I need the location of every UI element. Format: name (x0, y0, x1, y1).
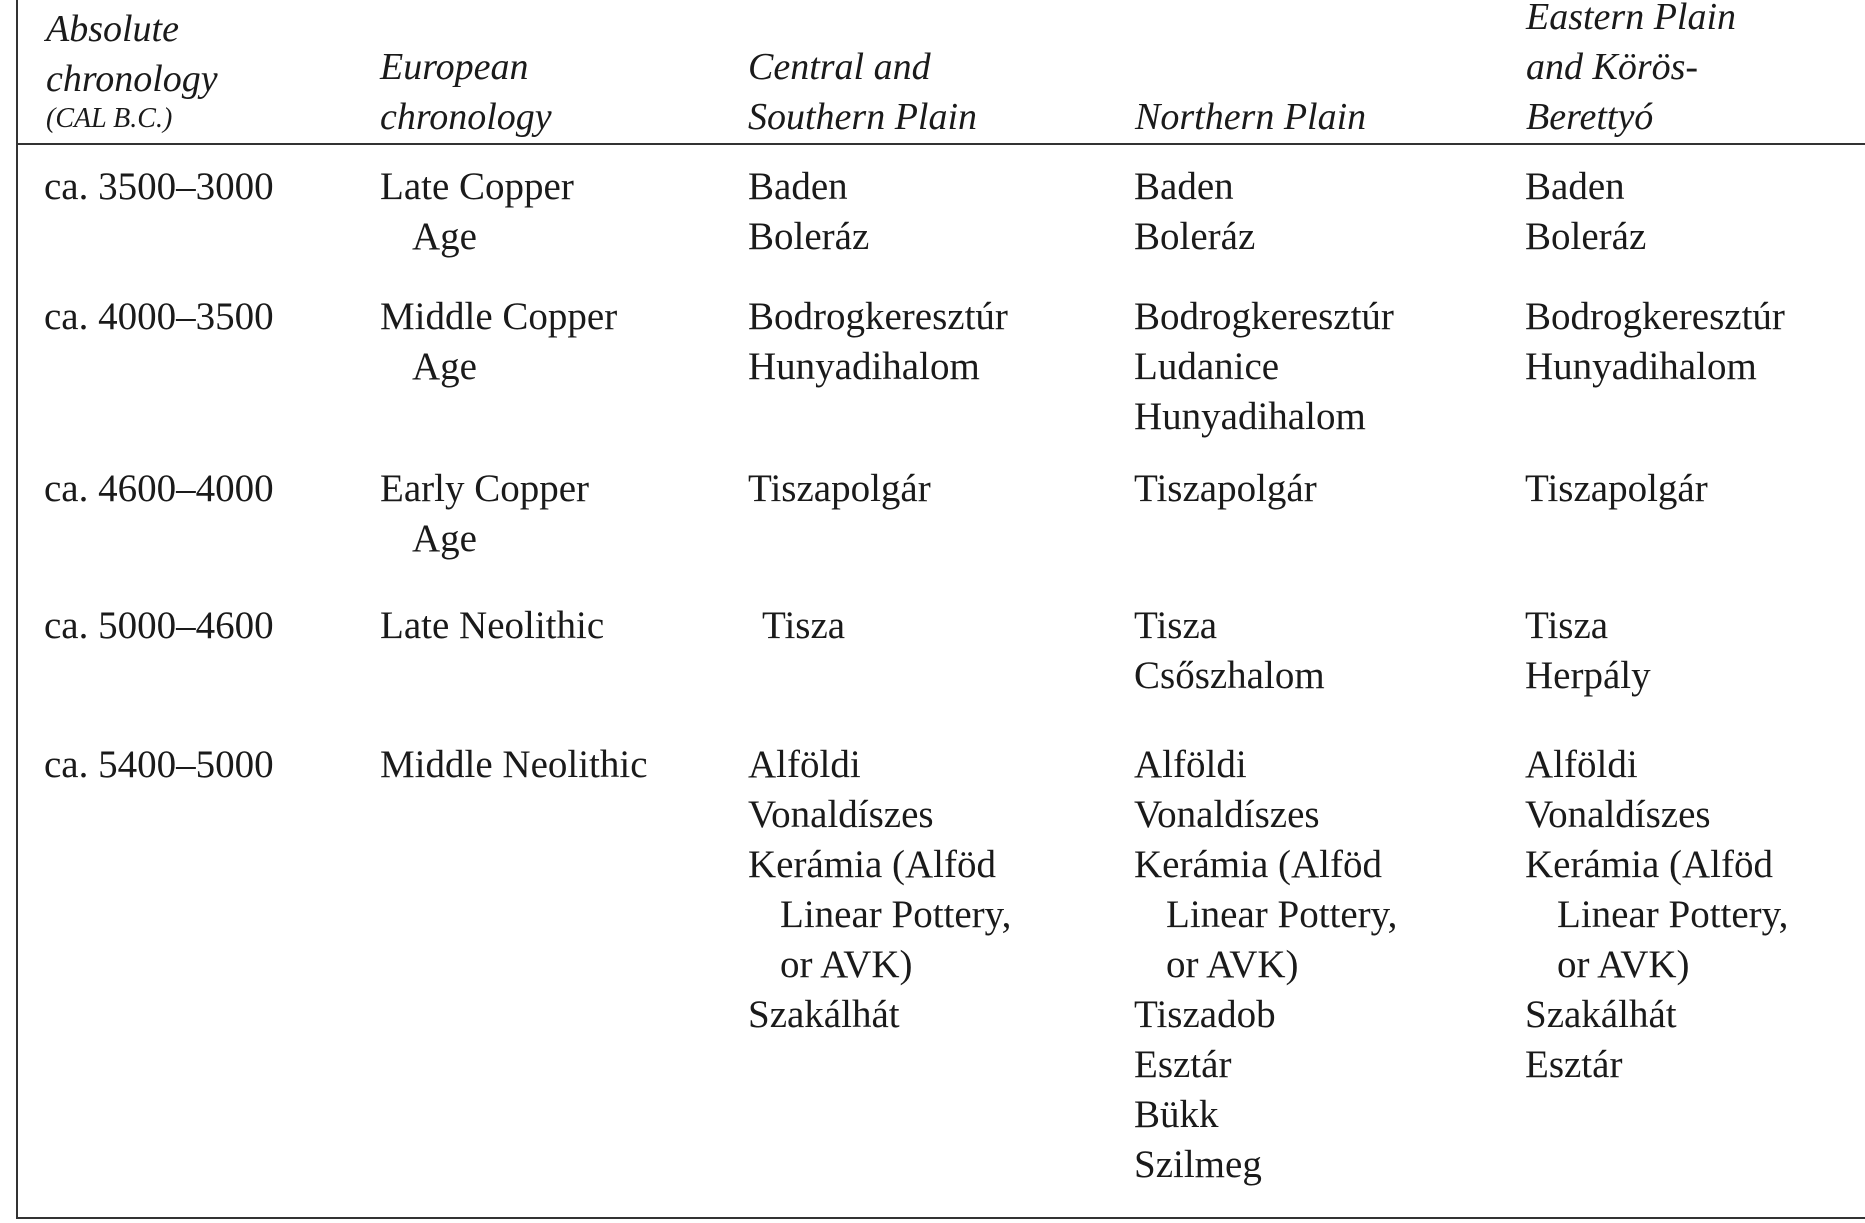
period-line: Age (412, 517, 477, 560)
culture-line: Hunyadihalom (1525, 345, 1757, 388)
culture-line: Kerámia (Alföd (1134, 843, 1382, 886)
culture-line: Herpály (1525, 654, 1651, 697)
culture-line: Tisza (1134, 604, 1218, 647)
culture-line: Baden (1134, 165, 1234, 208)
period-line: Age (412, 345, 477, 388)
period-line: Middle Copper (380, 295, 618, 338)
culture-line: Esztár (1525, 1043, 1623, 1086)
row-3-eastern (1525, 464, 1708, 514)
culture-line: Linear Pottery, (1557, 893, 1789, 936)
row-4-northern (1134, 601, 1325, 701)
header-european-line1: European (380, 46, 529, 88)
culture-line: Boleráz (748, 215, 870, 258)
culture-line: Csőszhalom (1134, 654, 1325, 697)
row-2-northern (1134, 292, 1394, 442)
culture-line: or AVK) (780, 943, 913, 986)
culture-line: Szilmeg (1134, 1143, 1262, 1186)
row-1-eastern (1525, 162, 1646, 262)
header-rule (16, 143, 1865, 145)
culture-line: Alföldi (748, 743, 861, 786)
culture-line: Bodrogkeresztúr (748, 295, 1008, 338)
culture-line: Szakálhát (748, 993, 900, 1036)
culture-line: Tiszadob (1134, 993, 1276, 1036)
header-central-line1: Central and (748, 46, 931, 88)
culture-line: Hunyadihalom (748, 345, 980, 388)
header-eastern-line2: and Körös- (1526, 46, 1699, 88)
culture-line: Boleráz (1134, 215, 1256, 258)
date-text: ca. 5000–4600 (44, 604, 274, 647)
row-4-date (44, 601, 274, 651)
header-eastern-line3: Berettyó (1526, 96, 1654, 138)
culture-line: Bodrogkeresztúr (1134, 295, 1394, 338)
culture-line: Esztár (1134, 1043, 1232, 1086)
culture-line: Kerámia (Alföd (1525, 843, 1773, 886)
culture-line: Tiszapolgár (1134, 467, 1317, 510)
culture-line: Bükk (1134, 1093, 1219, 1136)
header-eastern-plain (1526, 0, 1736, 142)
culture-line: or AVK) (1166, 943, 1299, 986)
header-european-chronology (380, 42, 552, 142)
header-absolute-line1: Absolute (46, 8, 179, 50)
row-1-central (748, 162, 869, 262)
culture-line: or AVK) (1557, 943, 1690, 986)
header-central-line2: Southern Plain (748, 96, 978, 138)
row-3-northern (1134, 464, 1317, 514)
row-4-eastern (1525, 601, 1651, 701)
date-text: ca. 3500–3000 (44, 165, 274, 208)
row-5-eastern (1525, 740, 1788, 1090)
culture-line: Alföldi (1134, 743, 1247, 786)
row-3-period (380, 464, 589, 564)
culture-line: Linear Pottery, (1166, 893, 1398, 936)
row-3-central (748, 464, 931, 514)
row-2-period (380, 292, 617, 392)
culture-line: Vonaldíszes (1134, 793, 1320, 836)
header-northern-line1: Northern Plain (1135, 96, 1367, 138)
row-1-date (44, 162, 274, 212)
culture-line: Baden (748, 165, 848, 208)
row-1-northern (1134, 162, 1255, 262)
period-line: Age (412, 215, 477, 258)
culture-line: Tiszapolgár (1525, 467, 1708, 510)
header-northern-plain (1135, 92, 1366, 142)
culture-line: Tisza (1525, 604, 1609, 647)
period-line: Late Copper (380, 165, 574, 208)
header-absolute-line2: chronology (46, 58, 218, 100)
period-line: Late Neolithic (380, 604, 605, 647)
culture-line: Ludanice (1134, 345, 1280, 388)
date-text: ca. 5400–5000 (44, 743, 274, 786)
culture-line: Kerámia (Alföd (748, 843, 996, 886)
row-2-central (748, 292, 1008, 392)
culture-line: Vonaldíszes (1525, 793, 1711, 836)
row-3-date (44, 464, 274, 514)
culture-line: Linear Pottery, (780, 893, 1012, 936)
header-absolute-unit: (CAL B.C.) (46, 103, 173, 134)
culture-line: Baden (1525, 165, 1625, 208)
culture-line: Tiszapolgár (748, 467, 931, 510)
culture-line: Alföldi (1525, 743, 1638, 786)
culture-line: Hunyadihalom (1134, 395, 1366, 438)
culture-line: Bodrogkeresztúr (1525, 295, 1785, 338)
date-text: ca. 4000–3500 (44, 295, 274, 338)
row-2-eastern (1525, 292, 1785, 392)
date-text: ca. 4600–4000 (44, 467, 274, 510)
row-5-central (748, 740, 1011, 1040)
row-4-period (380, 601, 604, 651)
row-4-central (762, 601, 845, 651)
culture-line: Szakálhát (1525, 993, 1677, 1036)
header-european-line2: chronology (380, 96, 552, 138)
culture-line: Tisza (762, 604, 846, 647)
row-5-date (44, 740, 274, 790)
row-5-period (380, 740, 648, 790)
culture-line: Boleráz (1525, 215, 1647, 258)
header-absolute-chronology (46, 4, 218, 134)
row-5-northern (1134, 740, 1397, 1190)
header-eastern-line1: Eastern Plain (1526, 0, 1737, 38)
period-line: Early Copper (380, 467, 590, 510)
period-line: Middle Neolithic (380, 743, 648, 786)
row-1-period (380, 162, 574, 262)
culture-line: Vonaldíszes (748, 793, 934, 836)
header-central-southern-plain (748, 42, 977, 142)
row-2-date (44, 292, 274, 342)
